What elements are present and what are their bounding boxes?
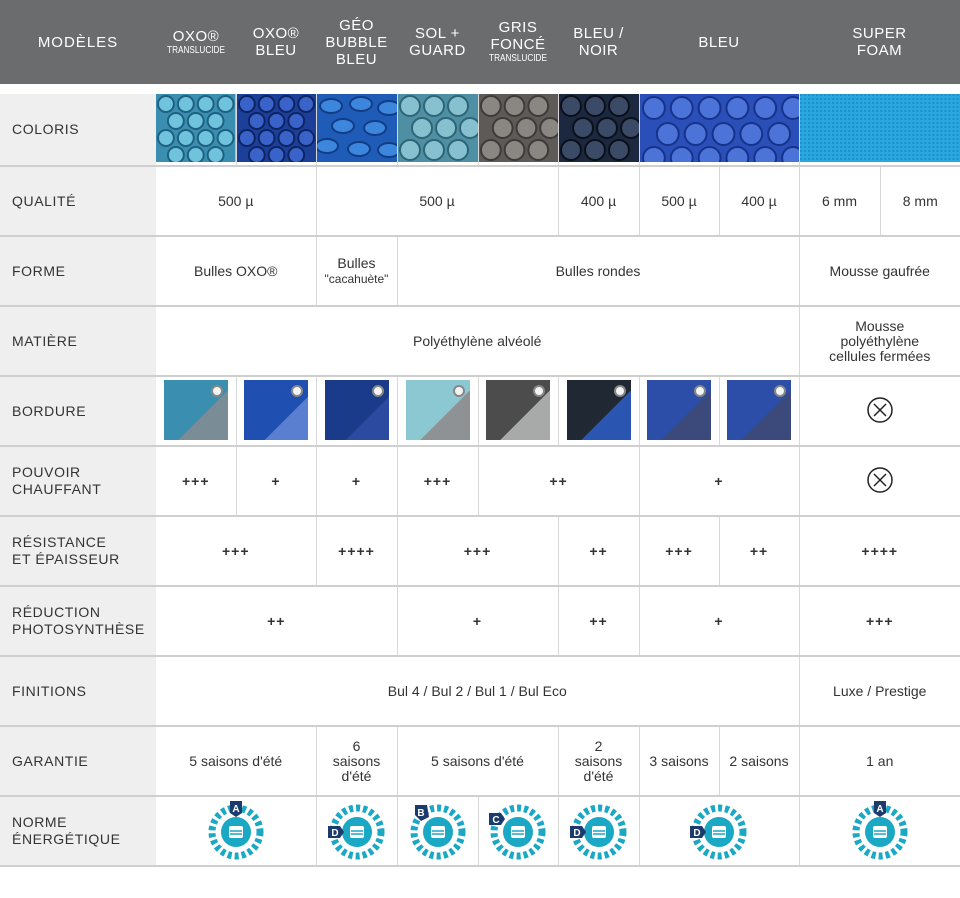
row-coloris [0,89,960,166]
qualite-mid: 500 µ [316,166,558,236]
forme-rondes: Bulles rondes [397,236,799,306]
matiere-foam-line1: Mousse [855,317,905,334]
garantie-bleu-a: 3 saisons [639,726,719,796]
qualite-oxo: 500 µ [156,166,316,236]
label-qualite: QUALITÉ [0,166,156,236]
qualite-bleu-a: 500 µ [639,166,719,236]
header-sol-guard [397,0,478,89]
bordure-oxo-translucide [156,376,236,446]
bordure-bleu-a [639,376,719,446]
header-super-foam [799,0,960,89]
label-reduction [0,586,156,656]
swatch-bleu-noir [558,89,639,166]
label-forme: FORME [0,236,156,306]
not-applicable-icon [866,396,894,424]
header-oxo-translucide-line1: OXO® [172,27,220,45]
forme-geo-line1: Bulles [337,254,376,271]
label-resistance-line2: ET ÉPAISSEUR [12,551,120,567]
qualite-foam-b: 8 mm [880,166,960,236]
energy-class-letter: D [572,827,581,839]
energy-class-letter: A [876,803,884,815]
label-finitions: FINITIONS [0,656,156,726]
matiere-foam [799,306,960,376]
pouvoir-bleu: + [639,446,799,516]
label-norme-line1: NORME [12,814,68,830]
energy-rating-icon [407,799,469,861]
swatch-super-foam [799,89,960,166]
row-forme [0,236,960,306]
garantie-bleu-noir [558,726,639,796]
header-gris-sub: TRANSLUCIDE [489,53,547,64]
header-gris-line2: FONCÉ [490,36,546,53]
garantie-foam: 1 an [799,726,960,796]
header-bleu-noir [558,0,639,89]
energy-class-letter: B [416,807,425,819]
label-resistance-line1: RÉSISTANCE [12,534,107,550]
label-pouvoir [0,446,156,516]
row-garantie [0,726,960,796]
qualite-foam-a: 6 mm [799,166,880,236]
header-geo-line3: BLEU [335,50,378,68]
label-norme [0,796,156,866]
header-oxo-bleu [236,0,316,89]
not-applicable-icon [866,466,894,494]
label-bordure: BORDURE [0,376,156,446]
energy-class-letter: D [693,827,701,839]
norme-geo [316,796,397,866]
forme-foam: Mousse gaufrée [799,236,960,306]
matiere-foam-line3: cellules fermées [829,347,931,364]
energy-rating-icon [205,799,267,861]
garantie-geo [316,726,397,796]
header-bleu: BLEU [639,0,799,89]
row-matiere [0,306,960,376]
header-bleu-noir-line2: NOIR [578,42,619,59]
forme-geo [316,236,397,306]
swatch-geo-bubble [316,89,397,166]
header-row [0,0,960,89]
resistance-bleu-a: +++ [639,516,719,586]
reduction-bleu: + [639,586,799,656]
qualite-bleu-noir: 400 µ [558,166,639,236]
swatch-bleu [639,89,799,166]
garantie-bleu-b: 2 saisons [719,726,799,796]
pouvoir-foam [799,446,960,516]
forme-oxo: Bulles OXO® [156,236,316,306]
header-oxo-translucide-sub: TRANSLUCIDE [167,44,225,56]
label-matiere: MATIÈRE [0,306,156,376]
energy-rating-icon [688,799,750,861]
garantie-geo-line2: saisons [332,752,381,769]
header-oxo-bleu-line2: BLEU [255,42,297,59]
swatch-sol-guard [397,89,478,166]
garantie-bn-line1: 2 [594,737,603,754]
norme-bleu [639,796,799,866]
resistance-geo: ++++ [316,516,397,586]
row-bordure [0,376,960,446]
resistance-bleu-noir: ++ [558,516,639,586]
header-gris-fonce [478,0,558,89]
bordure-oxo-bleu [236,376,316,446]
garantie-geo-line3: d'été [341,767,372,784]
row-reduction [0,586,960,656]
row-qualite [0,166,960,236]
reduction-bleu-noir: ++ [558,586,639,656]
matiere-main: Polyéthylène alvéolé [156,306,799,376]
label-resistance [0,516,156,586]
energy-class-letter: D [330,827,339,839]
pouvoir-sol: +++ [397,446,478,516]
energy-class-letter: A [232,803,240,815]
reduction-sol-gris: + [397,586,558,656]
energy-rating-icon [487,799,549,861]
bordure-geo-bubble [316,376,397,446]
header-foam-line2: FOAM [856,42,903,59]
swatch-oxo-translucide [156,89,236,166]
row-finitions [0,656,960,726]
header-oxo-bleu-line1: OXO® [252,25,300,42]
header-geo-line2: BUBBLE [325,33,388,51]
garantie-bn-line3: d'été [583,767,614,784]
label-reduction-line2: PHOTOSYNTHÈSE [12,621,145,637]
garantie-oxo: 5 saisons d'été [156,726,316,796]
header-foam-line1: SUPER [852,25,907,42]
pouvoir-oxo-bleu: + [236,446,316,516]
norme-oxo [156,796,316,866]
resistance-foam: ++++ [799,516,960,586]
label-reduction-line1: RÉDUCTION [12,604,101,620]
energy-rating-icon [568,799,630,861]
energy-rating-icon [849,799,911,861]
resistance-bleu-b: ++ [719,516,799,586]
label-norme-line2: ÉNERGÉTIQUE [12,831,121,847]
reduction-foam: +++ [799,586,960,656]
norme-bleu-noir [558,796,639,866]
header-sol-line1: SOL + [415,25,460,42]
header-gris-line1: GRIS [498,19,538,36]
header-models: MODÈLES [0,0,156,89]
pouvoir-oxo-translucide: +++ [156,446,236,516]
bordure-foam [799,376,960,446]
label-pouvoir-line2: CHAUFFANT [12,481,102,497]
label-coloris: COLORIS [0,89,156,166]
garantie-bn-line2: saisons [574,752,623,769]
matiere-foam-line2: polyéthylène [840,332,920,349]
resistance-sol-gris: +++ [397,516,558,586]
bordure-bleu-noir [558,376,639,446]
header-bleu-noir-line1: BLEU / [573,25,624,42]
label-pouvoir-line1: POUVOIR [12,464,81,480]
header-oxo-translucide [156,0,236,89]
swatch-oxo-bleu [236,89,316,166]
header-geo-line1: GÉO [339,16,374,34]
energy-class-letter: C [492,814,500,826]
bordure-sol-guard [397,376,478,446]
energy-rating-icon [326,799,388,861]
norme-sol [397,796,478,866]
qualite-bleu-b: 400 µ [719,166,799,236]
pouvoir-gris-noir: ++ [478,446,639,516]
label-garantie: GARANTIE [0,726,156,796]
bordure-bleu-b [719,376,799,446]
garantie-geo-line1: 6 [352,737,361,754]
forme-geo-line2: "cacahuète" [324,271,389,286]
swatch-gris-fonce [478,89,558,166]
row-resistance [0,516,960,586]
norme-foam [799,796,960,866]
garantie-sol-gris: 5 saisons d'été [397,726,558,796]
header-geo-bubble [316,0,397,89]
reduction-oxo-geo: ++ [156,586,397,656]
row-norme [0,796,960,866]
finitions-foam: Luxe / Prestige [799,656,960,726]
bordure-gris-fonce [478,376,558,446]
finitions-main: Bul 4 / Bul 2 / Bul 1 / Bul Eco [156,656,799,726]
header-sol-line2: GUARD [409,42,466,59]
row-pouvoir [0,446,960,516]
resistance-oxo: +++ [156,516,316,586]
pouvoir-geo: + [316,446,397,516]
norme-gris [478,796,558,866]
